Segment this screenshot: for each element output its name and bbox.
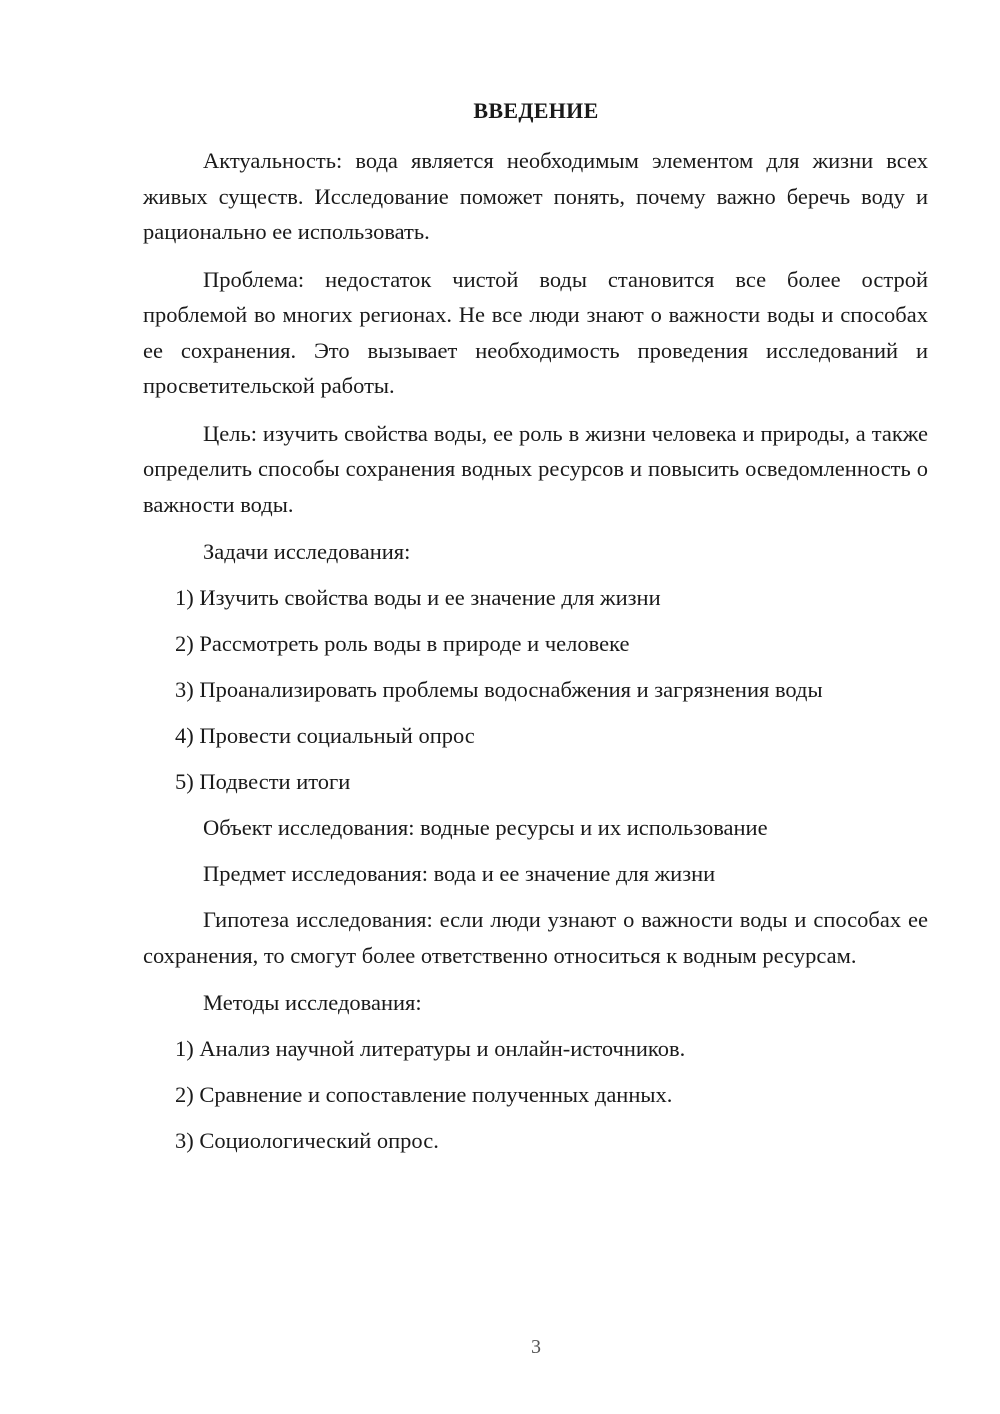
- tasks-list: [143, 580, 928, 810]
- relevance-paragraph: Актуальность: вода является необходимым элементом для жизни всех живых существ. Исследование поможет понять, почему важно беречь воду и рационально ее использовать.: [143, 148, 928, 244]
- list-item: 3) Социологический опрос.: [175, 1128, 439, 1153]
- problem-paragraph: Проблема: недостаток чистой воды становится все более острой проблемой во многих регионах. Не все люди знают о важности воды и способах ее сохранения. Это вызывает необходимость проведения исследований и просветительской работы.: [143, 266, 928, 398]
- page-body: [143, 143, 928, 1169]
- page-number: 3: [531, 1336, 541, 1358]
- tasks-heading: Задачи исследования:: [203, 539, 411, 564]
- methods-list: [143, 1031, 928, 1169]
- goal-paragraph: Цель: изучить свойства воды, ее роль в жизни человека и природы, а также определить способы сохранения водных ресурсов и повысить осведомленность о важности воды.: [143, 420, 928, 517]
- list-item: 2) Рассмотреть роль воды в природе и человеке: [175, 631, 630, 656]
- list-item: 2) Сравнение и сопоставление полученных данных.: [175, 1082, 673, 1107]
- research-object: Объект исследования: водные ресурсы и их использование: [203, 815, 768, 840]
- list-item: 3) Проанализировать проблемы водоснабжения и загрязнения воды: [175, 677, 823, 702]
- list-item: 1) Анализ научной литературы и онлайн-источников.: [175, 1036, 686, 1061]
- methods-heading: Методы исследования:: [203, 990, 422, 1015]
- section-title: ВВЕДЕНИЕ: [473, 98, 599, 123]
- list-item: 1) Изучить свойства воды и ее значение для жизни: [175, 585, 661, 610]
- list-item: 4) Провести социальный опрос: [175, 723, 475, 748]
- research-subject: Предмет исследования: вода и ее значение для жизни: [203, 861, 716, 886]
- hypothesis-paragraph: Гипотеза исследования: если люди узнают о важности воды и способах ее сохранения, то смогут более ответственно относиться к водным ресурсам.: [143, 907, 928, 968]
- list-item: 5) Подвести итоги: [175, 769, 351, 794]
